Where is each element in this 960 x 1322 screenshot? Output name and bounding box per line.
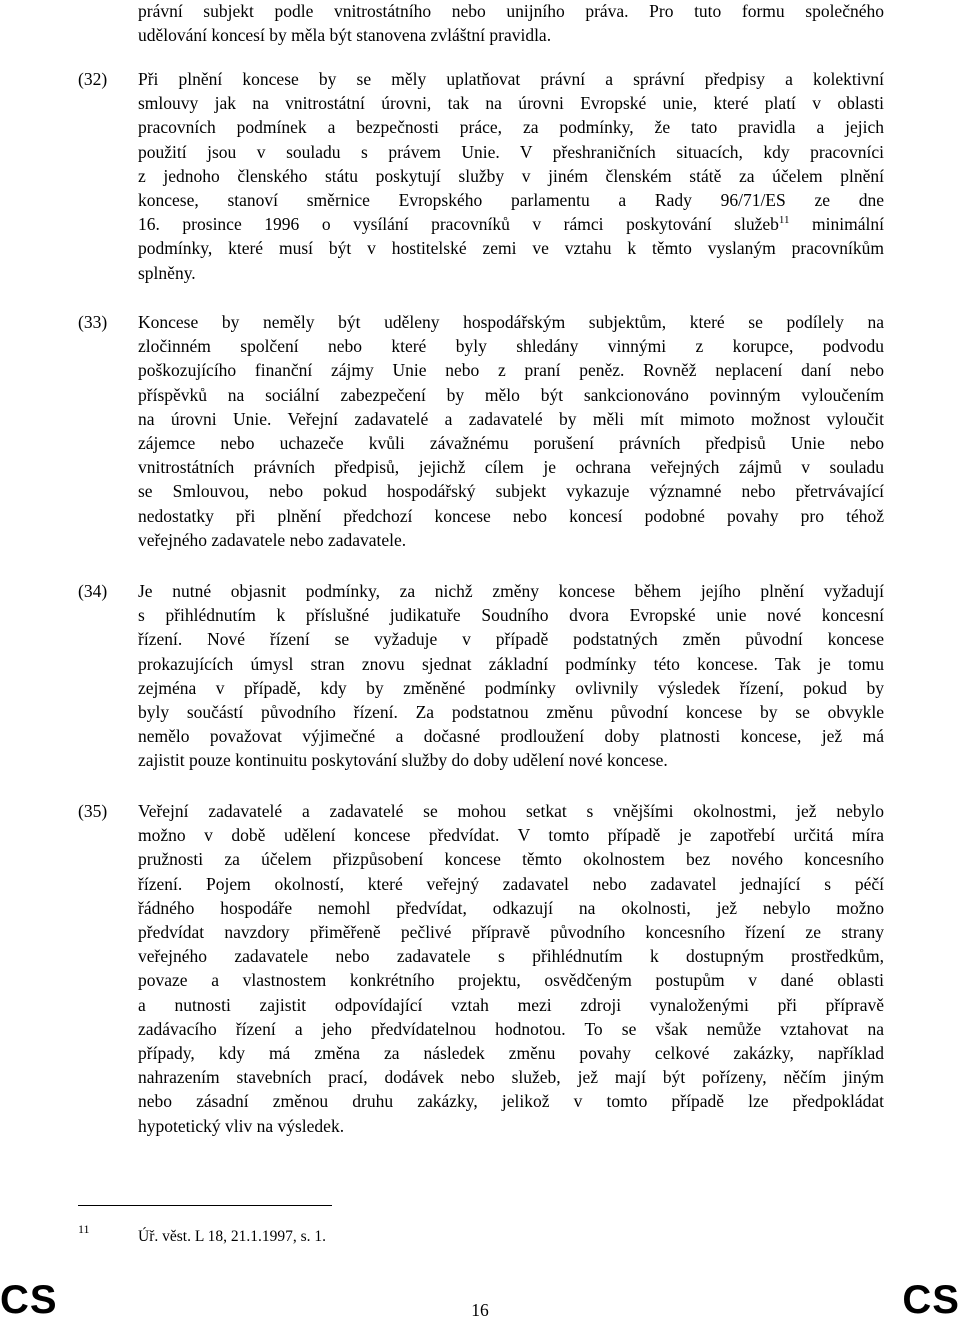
recital-34 — [78, 579, 884, 773]
page-number: 16 — [471, 1300, 489, 1320]
recital-33 — [78, 310, 884, 552]
text-line: zadávacího řízení a jeho předvídatelnou hodnotou. To se však nemůže vztahovat na — [138, 1018, 884, 1039]
recital-text — [138, 579, 884, 773]
text-line: Koncese by neměly být uděleny hospodářským subjektům, které se podílely na — [138, 312, 884, 332]
text-line: zajistit pouze kontinuitu poskytování služby do doby udělení nové koncese. — [138, 750, 668, 771]
text-line: poškozujícího finanční zájmy Unie nebo z praní peněz. Rovněž neplacení daní nebo — [138, 360, 884, 381]
text-line: Při plnění koncese by se měly uplatňovat právní a správní předpisy a kolektivní — [138, 69, 884, 89]
text-line-with-footnote — [138, 212, 884, 236]
text-line: veřejného zadavatele nebo zadavatele s přihlédnutím k dostupným prostředkům, — [138, 946, 884, 967]
language-code-right: CS — [902, 1278, 960, 1322]
text-line: udělování koncesí by měla být stanovena zvláštní pravidla. — [138, 25, 552, 46]
text-line: hypotetický vliv na výsledek. — [138, 1115, 345, 1136]
text-segment: minimální — [789, 214, 884, 235]
text-line: zájemce nebo uchazeče kvůli závažnému porušení právních předpisů Unie nebo — [138, 433, 884, 454]
text-line: s přihlédnutím k příslušné judikatuře Soudního dvora Evropské unie nové koncesní — [138, 605, 884, 626]
recital-number: (32) — [78, 69, 108, 89]
text-line: řízení. Pojem okolností, které veřejný zadavatel nebo zadavatel jednající s péčí — [138, 873, 884, 894]
text-line: vnitrostátních právních předpisů, jejichž cílem je ochrana veřejných zájmů v souladu — [138, 457, 884, 478]
text-line: nahrazením stavebních prací, dodávek nebo služeb, jež mají být pořízeny, něčím jiným — [138, 1067, 884, 1088]
recital-number: (33) — [78, 312, 108, 332]
text-segment: 16. prosince 1996 o vysílání pracovníků v rámci poskytování služeb — [138, 214, 779, 235]
footnote-mark: 11 — [78, 1222, 90, 1236]
text-line: zejména v případě, kdy by změněné podmínky ovlivnily výsledek řízení, pokud by — [138, 677, 884, 698]
text-line: se Smlouvou, nebo pokud hospodářský subjekt vykazuje významné nebo přetrvávající — [138, 481, 884, 502]
recital-text — [138, 310, 884, 552]
recital-number: (34) — [78, 581, 108, 601]
footnote-text: Úř. věst. L 18, 21.1.1997, s. 1. — [138, 1228, 326, 1245]
footnote-separator — [78, 1205, 332, 1206]
text-line: veřejného zadavatele nebo zadavatele. — [138, 529, 407, 550]
footnote-reference[interactable]: 11 — [778, 214, 790, 227]
recital-32 — [78, 67, 884, 285]
text-line: smlouvy jak na vnitrostátní úrovni, tak na úrovni Evropské unie, které platí v oblasti — [138, 93, 884, 114]
text-line: pružnosti za účelem přizpůsobení koncese těmto okolnostem bez nového koncesního — [138, 849, 884, 870]
text-line: splněny. — [138, 262, 196, 283]
text-line: prokazujících úmysl stran znovu sjednat základní podmínky této koncese. Tak je tomu — [138, 653, 884, 674]
text-line: předvídat navzdory přiměřeně pečlivé přípravě původního koncesního řízení ze strany — [138, 922, 884, 943]
text-line: Je nutné objasnit podmínky, za nichž změny koncese během jejího plnění vyžadují — [138, 581, 884, 601]
text-line: byly součástí původního řízení. Za podstatnou změnu původní koncese by se obvykle — [138, 702, 884, 723]
text-line: Veřejní zadavatelé a zadavatelé se mohou setkat s vnějšími okolnostmi, jež nebylo — [138, 801, 884, 821]
recital-text — [138, 67, 884, 285]
text-line: nedostatky při plnění předchozí koncese nebo koncesí podobné povahy pro téhož — [138, 505, 884, 526]
text-line: použití jsou v souladu s právem Unie. V přeshraničních situacích, kdy pracovníci — [138, 141, 884, 162]
text-line: nebo zásadní změnou druhu zakázky, jelikož v tomto případě lze předpokládat — [138, 1091, 884, 1112]
text-line: a nutnosti zajistit odpovídající vztah mezi zdroji vynaloženými při přípravě — [138, 994, 884, 1015]
text-line: z jednoho členského státu poskytují služby v jiném členském státě za účelem plnění — [138, 165, 884, 186]
recital-number: (35) — [78, 801, 108, 821]
intro-continuation — [138, 0, 884, 47]
text-line: koncese, stanoví směrnice Evropského parlamentu a Rady 96/71/ES ze dne — [138, 190, 884, 211]
text-line: pracovních podmínek a bezpečnosti práce, za podmínky, že tato pravidla a jejich — [138, 117, 884, 138]
text-line: nemělo považovat výjimečné a dočasné prodloužení doby platnosti koncese, jež má — [138, 726, 884, 747]
text-line: povaze a vlastnostem konkrétního projektu, osvědčeným postupům v dané oblasti — [138, 970, 884, 991]
text-line: řízení. Nové řízení se vyžaduje v případě podstatných změn původní koncese — [138, 629, 884, 650]
recital-text — [138, 799, 884, 1138]
text-line: zločinném spolčení nebo které byly shledány vinnými z korupce, podvodu — [138, 336, 884, 357]
recital-35 — [78, 799, 884, 1138]
text-line: řádného hospodáře nemohl předvídat, odkazují na okolnosti, jež nebylo možno — [138, 897, 884, 918]
text-line: možno v době udělení koncese předvídat. V tomto případě je zapotřebí určitá míra — [138, 825, 884, 846]
text-line: příspěvků na sociální zabezpečení by mělo být sankcionováno povinným vyloučením — [138, 384, 884, 405]
text-line: na úrovni Unie. Veřejní zadavatelé a zadavatelé by měli mít mimoto možnost vyloučit — [138, 408, 884, 429]
text-line: právní subjekt podle vnitrostátního nebo unijního práva. Pro tuto formu společného — [138, 1, 884, 21]
text-line: podmínky, které musí být v hostitelské zemi ve vztahu k těmto vyslaným pracovníkům — [138, 238, 884, 259]
text-line: případy, kdy má změna za následek změnu povahy celkové zakázky, například — [138, 1043, 884, 1064]
language-code-left: CS — [0, 1278, 58, 1322]
